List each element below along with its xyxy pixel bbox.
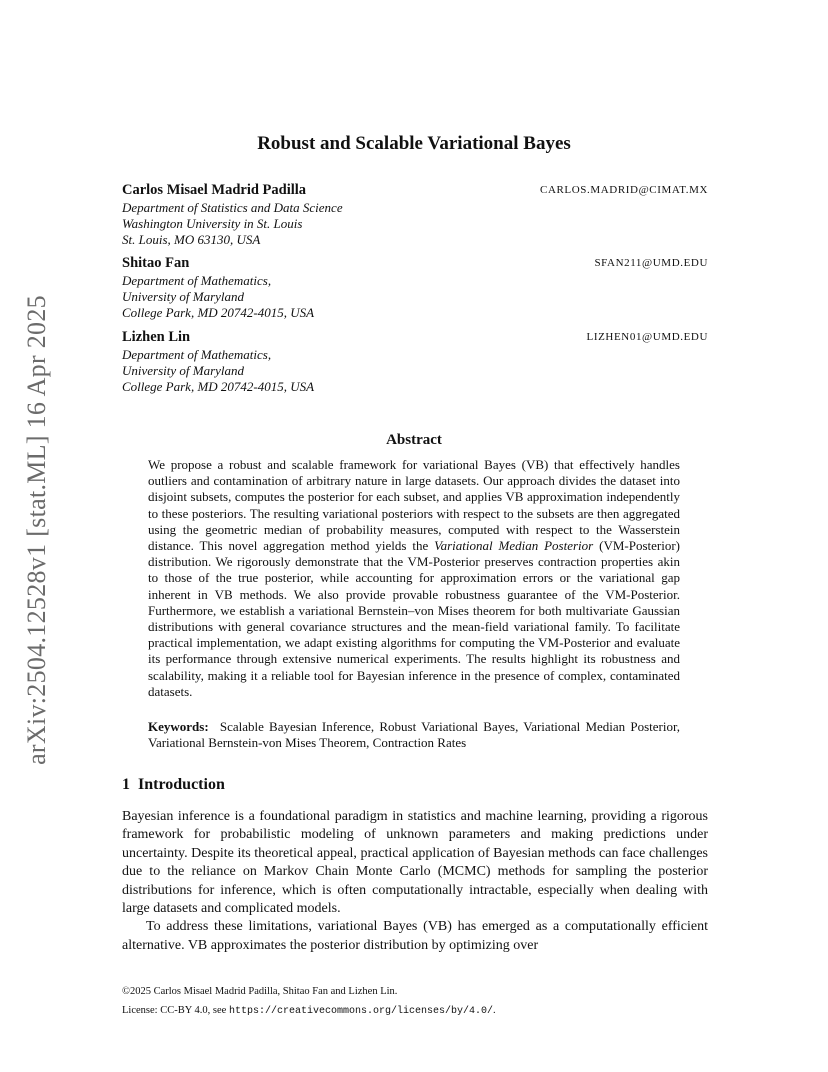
author-affiliation-line: St. Louis, MO 63130, USA [122, 232, 261, 247]
section-title: Introduction [138, 776, 225, 793]
arxiv-sidebar [20, 280, 54, 780]
abstract-text: (VM-Posterior) distribution. We rigorously demonstrate that the VM-Posterior preserves contraction properties akin to those of the true posterior, while accounting for approximation errors or the variational gap inherent in VB methods. We also provide provable robustness guarantee of the VM-Posterior. Furthermore, we establish a variational Bernstein–von Mises theorem for both multivariate Gaussian distributions with general covariance structures and the mean-field variational family. To facilitate practical implementation, we adapt existing algorithms for computing the VM-Posterior and evaluate its performance through extensive numerical experiments. The results highlight its robustness and scalability, making it a reliable tool for Bayesian inference in the presence of complex, contaminated datasets. [148, 538, 680, 699]
author-affiliation-line: University of Maryland [122, 289, 245, 304]
author-block [122, 328, 708, 395]
author-affiliation-line: College Park, MD 20742-4015, USA [122, 379, 315, 394]
license-link[interactable]: https://creativecommons.org/licenses/by/4.0/ [228, 1006, 493, 1017]
section-number: 1 [122, 776, 130, 793]
section-heading [122, 776, 225, 794]
paragraph: To address these limitations, variational Bayes (VB) has emerged as a computationally efficient alternative. VB approximates the posterior distribution by optimizing over [122, 919, 708, 953]
keywords [148, 719, 680, 751]
license-line [122, 1001, 708, 1021]
footnote [122, 982, 708, 1021]
abstract-text: We propose a robust and scalable framework for variational Bayes (VB) that effectively handles outliers and contamination of arbitrary nature in large datasets. Our approach divides the dataset into disjoint subsets, computes the posterior for each subset, and applies VB approximation independently to these posteriors. The resulting variational posteriors with respect to the subsets are then aggregated using the geometric median of probability measures, computed with respect to the Wasserstein distance. This novel aggregation method yields the [148, 457, 680, 554]
arxiv-identifier: arXiv:2504.12528v1 [stat.ML] 16 Apr 2025 [22, 295, 51, 765]
author-affiliation-line: Department of Mathematics, [122, 347, 272, 362]
author-block [122, 254, 708, 321]
author-name: Shitao Fan [122, 255, 190, 271]
author-name: Lizhen Lin [122, 329, 191, 345]
author-email[interactable]: CARLOS.MADRID@CIMAT.MX [540, 184, 708, 196]
author-name: Carlos Misael Madrid Padilla [122, 182, 307, 198]
keywords-text: Scalable Bayesian Inference, Robust Variational Bayes, Variational Median Posterior, Variational Bernstein-von Mises Theorem, Contraction Rates [148, 719, 681, 751]
license-prefix: License: CC-BY 4.0, see [122, 1005, 227, 1016]
author-affiliation-line: Washington University in St. Louis [122, 216, 303, 231]
author-affiliation-line: Department of Mathematics, [122, 273, 272, 288]
author-affiliation-line: College Park, MD 20742-4015, USA [122, 305, 315, 320]
abstract-emphasis: Variational Median Posterior [434, 538, 594, 554]
section-body [122, 808, 708, 955]
author-affiliation-line: Department of Statistics and Data Science [122, 200, 343, 215]
abstract-heading: Abstract [386, 432, 442, 448]
paper-title: Robust and Scalable Variational Bayes [257, 133, 571, 154]
author-block [122, 181, 708, 248]
license-suffix: . [492, 1005, 496, 1016]
author-affiliation-line: University of Maryland [122, 363, 245, 378]
keywords-label: Keywords: [148, 719, 209, 734]
author-email[interactable]: LIZHEN01@UMD.EDU [586, 331, 708, 343]
paragraph: Bayesian inference is a foundational paradigm in statistics and machine learning, providing a rigorous framework for probabilistic modeling of unknown parameters and making predictions under uncertainty. Despite its theoretical appeal, practical application of Bayesian methods can face challenges due to the reliance on Markov Chain Monte Carlo (MCMC) methods for sampling the posterior distributions for inference, which is often computationally intractable, especially when dealing with large datasets and complicated models. [122, 809, 708, 917]
abstract-body [148, 457, 680, 700]
copyright-line: ©2025 Carlos Misael Madrid Padilla, Shitao Fan and Lizhen Lin. [122, 986, 398, 997]
author-email[interactable]: SFAN211@UMD.EDU [594, 257, 708, 269]
